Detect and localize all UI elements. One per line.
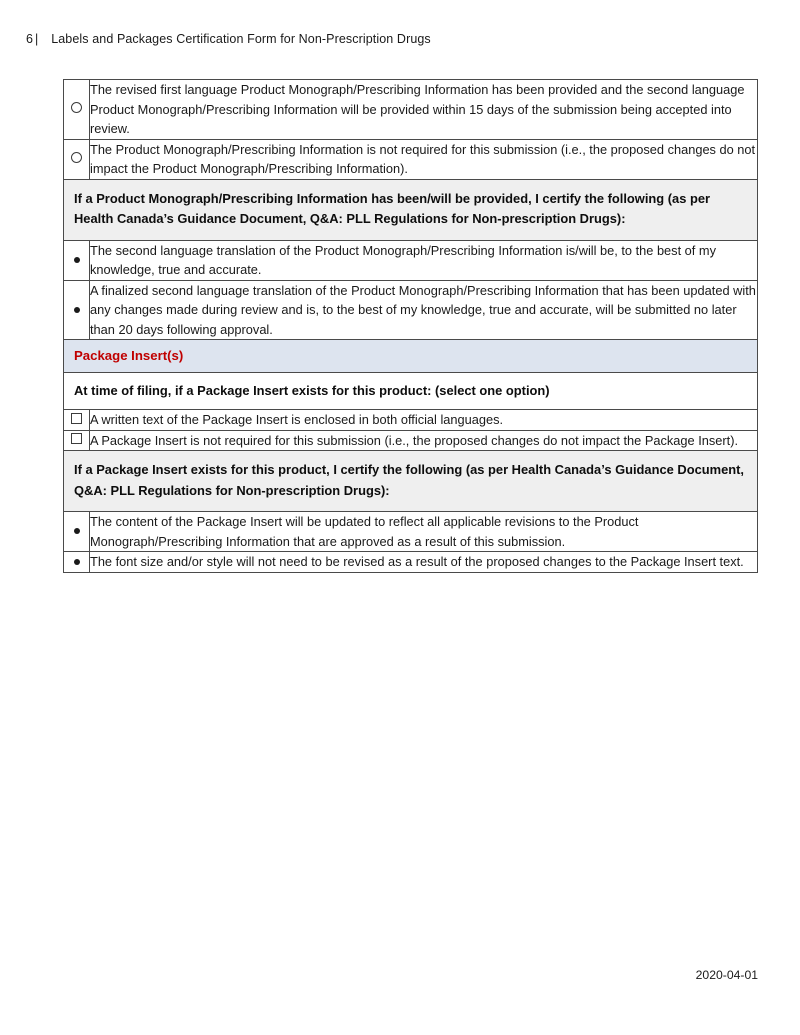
- page-footer: [696, 967, 758, 983]
- table-row: [64, 373, 758, 410]
- checkbox-unchecked-icon[interactable]: [71, 433, 82, 444]
- form-table-body: [64, 80, 758, 573]
- checkbox-option-cell[interactable]: [64, 430, 90, 451]
- certification-statement: If a Package Insert exists for this product, I certify the following (as per Health Canada’s Guidance Document, Q&A: PLL Regulations for Non-prescription Drugs):: [74, 462, 744, 498]
- table-row: [64, 340, 758, 373]
- certification-statement-cell: [64, 179, 758, 240]
- bullet-marker-cell: [64, 512, 90, 552]
- option-text: The Product Monograph/Prescribing Information is not required for this submission (i.e., the proposed changes do not impact the Product Monograph/Prescribing Information).: [90, 141, 756, 176]
- bullet-text-cell: [90, 512, 758, 552]
- option-text: A written text of the Package Insert is enclosed in both official languages.: [90, 412, 504, 427]
- option-text-cell: [90, 430, 758, 451]
- bullet-icon: [74, 257, 80, 263]
- table-row: [64, 552, 758, 573]
- bullet-icon: [74, 559, 80, 565]
- certification-statement-cell: [64, 451, 758, 512]
- table-row: [64, 451, 758, 512]
- bullet-text: The content of the Package Insert will be updated to reflect all applicable revisions to the Product Monograph/Prescribing Information that are approved as a result of this submission.: [90, 514, 639, 549]
- bullet-text: A finalized second language translation of the Product Monograph/Prescribing Information that has been updated with any changes made during review and is, to the best of my knowledge, true and accurate, will be submitted no later than 20 days following approval.: [90, 282, 756, 337]
- bullet-marker-cell: [64, 240, 90, 280]
- table-row: [64, 139, 758, 179]
- option-text-cell: [90, 410, 758, 431]
- bullet-text-cell: [90, 280, 758, 340]
- radio-option-cell[interactable]: [64, 80, 90, 140]
- bullet-icon: [74, 528, 80, 534]
- table-row: [64, 430, 758, 451]
- footer-date: 2020-04-01: [695, 968, 758, 982]
- section-heading-cell: [64, 340, 758, 373]
- section-heading-package-inserts: Package Insert(s): [74, 348, 184, 363]
- checkbox-option-cell[interactable]: [64, 410, 90, 431]
- bullet-marker-cell: [64, 552, 90, 573]
- option-text: The revised first language Product Monograph/Prescribing Information has been provided and the second language Product Monograph/Prescribing Information will be provided within 15 days of the submission being accepted into review.: [90, 82, 745, 136]
- bullet-text-cell: [90, 240, 758, 280]
- page-title: Labels and Packages Certification Form for Non-Prescription Drugs: [51, 32, 431, 46]
- header-separator: |: [34, 32, 39, 46]
- bullet-text-cell: [90, 552, 758, 573]
- table-row: [64, 179, 758, 240]
- page-number: 6: [26, 32, 33, 46]
- certification-statement: If a Product Monograph/Prescribing Information has been/will be provided, I certify the following (as per Health Canada’s Guidance Document, Q&A: PLL Regulations for Non-prescription Drugs):: [74, 190, 711, 226]
- table-row: [64, 240, 758, 280]
- radio-unchecked-icon[interactable]: [71, 152, 82, 163]
- option-text-cell: [90, 139, 758, 179]
- table-row: [64, 80, 758, 140]
- select-one-prompt: At time of filing, if a Package Insert exists for this product: (select one option): [74, 383, 550, 398]
- bullet-text: The second language translation of the Product Monograph/Prescribing Information is/will be, to the best of my knowledge, true and accurate.: [90, 242, 716, 277]
- table-row: [64, 410, 758, 431]
- bullet-marker-cell: [64, 280, 90, 340]
- bullet-text: The font size and/or style will not need to be revised as a result of the proposed changes to the Package Insert text.: [90, 554, 744, 569]
- table-row: [64, 280, 758, 340]
- page-header: [26, 31, 431, 47]
- option-text: A Package Insert is not required for this submission (i.e., the proposed changes do not impact the Package Insert).: [90, 432, 739, 448]
- checkbox-unchecked-icon[interactable]: [71, 413, 82, 424]
- certification-form-table: [63, 79, 758, 573]
- option-text-cell: [90, 80, 758, 140]
- bullet-icon: [74, 307, 80, 313]
- select-one-prompt-cell: [64, 373, 758, 410]
- table-row: [64, 512, 758, 552]
- radio-option-cell[interactable]: [64, 139, 90, 179]
- radio-unchecked-icon[interactable]: [71, 102, 82, 113]
